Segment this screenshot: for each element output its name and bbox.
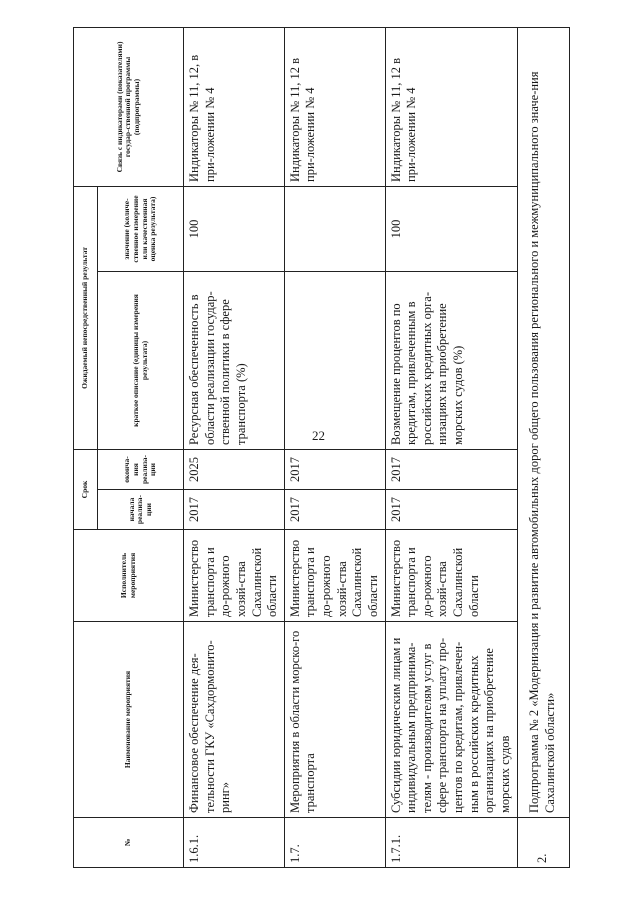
row-value: 100 — [184, 186, 285, 271]
row-num: 1.7.1. — [385, 818, 517, 868]
row-start: 2017 — [385, 490, 517, 530]
subprogram-num: 2. — [517, 818, 569, 868]
header-result: Ожидаемый непосредственный результат — [74, 186, 98, 449]
header-link: Связь с индикаторами (показателями) государ-ственной программы (подпрограммы) — [74, 27, 184, 186]
row-end: 2025 — [184, 449, 285, 489]
row-num: 1.7. — [284, 818, 385, 868]
row-executor: Министерство транспорта и до-рожного хозяй-ства Сахалинской области — [184, 530, 285, 622]
header-num: № — [74, 818, 184, 868]
row-desc: Возмещение процентов по кредитам, привлеченным в российских кредитных орга-низациях на приобретение морских судов (%) — [385, 271, 517, 449]
header-executor: Исполнитель мероприятия — [74, 530, 184, 622]
page-number: 22 — [312, 428, 325, 443]
row-start: 2017 — [284, 490, 385, 530]
table-row — [385, 27, 517, 867]
header-name: Наименование мероприятия — [74, 622, 184, 818]
row-executor: Министерство транспорта и до-рожного хозяй-ства Сахалинской области — [284, 530, 385, 622]
table-row — [184, 27, 285, 867]
header-row-top — [74, 27, 98, 867]
row-name: Субсидии юридическим лицам и индивидуальным предпринима-телям - производителям услуг в сфере транспорта на уплату про-центов по кредитам, привлечен-ным в российских кредитных организациях на приобретение морских судов — [385, 622, 517, 818]
header-value: значение (количе-ственное измерение или качественная оценка результата) — [98, 186, 184, 271]
row-value — [284, 186, 385, 271]
rotated-table-scan — [73, 28, 573, 868]
subprogram-title: Подпрограмма № 2 «Модернизация и развитие автомобильных дорог общего пользования регионального и межмуниципального значе-ния Сахалинской области» — [517, 27, 569, 817]
row-link: Индикаторы № 11, 12 в при-ложении № 4 — [385, 27, 517, 186]
row-name: Финансовое обеспечение дея-тельности ГКУ «Сахдормонито-ринг» — [184, 622, 285, 818]
header-short-desc: краткое описание (единицы измерения результата) — [98, 271, 184, 449]
row-desc — [284, 271, 385, 449]
row-end: 2017 — [385, 449, 517, 489]
row-value: 100 — [385, 186, 517, 271]
row-link: Индикаторы № 11, 12, в при-ложении № 4 — [184, 27, 285, 186]
row-name: Мероприятия в области морско-го транспорта — [284, 622, 385, 818]
row-executor: Министерство транспорта и до-рожного хозяй-ства Сахалинской области — [385, 530, 517, 622]
row-link: Индикаторы № 11, 12 в при-ложении № 4 — [284, 27, 385, 186]
measures-table — [73, 27, 570, 868]
header-start: начала реализа-ции — [98, 490, 184, 530]
header-end: оконча-ния реализа-ции — [98, 449, 184, 489]
row-num: 1.6.1. — [184, 818, 285, 868]
row-start: 2017 — [184, 490, 285, 530]
table-row — [284, 27, 385, 867]
row-end: 2017 — [284, 449, 385, 489]
subprogram-row — [517, 27, 569, 867]
row-desc: Ресурсная обеспеченность в области реализации государ-ственной политики в сфере транспорта (%) — [184, 271, 285, 449]
header-period: Срок — [74, 449, 98, 529]
